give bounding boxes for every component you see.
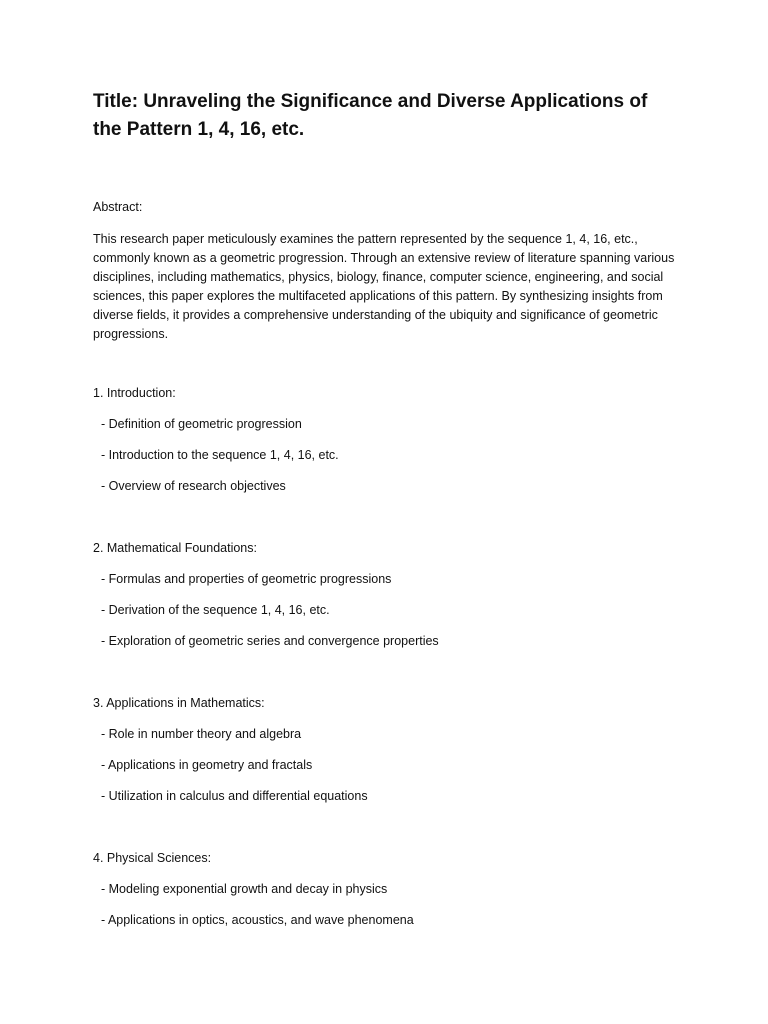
list-item: - Applications in geometry and fractals	[101, 758, 313, 772]
list-item: - Formulas and properties of geometric progressions	[101, 572, 392, 586]
list-item: - Definition of geometric progression	[101, 417, 302, 431]
abstract-heading: Abstract:	[93, 200, 143, 214]
section-heading: 3. Applications in Mathematics:	[93, 696, 265, 710]
abstract-body: This research paper meticulously examines the pattern represented by the sequence 1, 4, 16, etc., commonly known as a geometric progression. Through an extensive review of literature spanning various disciplines, including mathematics, physics, biology, finance, computer science, engineering, and social sciences, this paper explores the multifaceted applications of this pattern. By synthesizing insights from diverse fields, it provides a comprehensive understanding of the ubiquity and significance of geometric progressions.	[93, 232, 675, 341]
list-item: - Overview of research objectives	[101, 479, 286, 493]
section-heading: 2. Mathematical Foundations:	[93, 541, 257, 555]
list-item: - Utilization in calculus and differential equations	[101, 789, 368, 803]
section-heading: 4. Physical Sciences:	[93, 851, 212, 865]
list-item: - Introduction to the sequence 1, 4, 16, etc.	[101, 448, 339, 462]
list-item: - Modeling exponential growth and decay in physics	[101, 882, 388, 896]
list-item: - Role in number theory and algebra	[101, 727, 302, 741]
list-item: - Derivation of the sequence 1, 4, 16, etc.	[101, 603, 330, 617]
document-title: Title: Unraveling the Significance and Diverse Applications of the Pattern 1, 4, 16, etc.	[93, 91, 648, 140]
section-heading: 1. Introduction:	[93, 386, 176, 400]
list-item: - Applications in optics, acoustics, and wave phenomena	[101, 913, 414, 927]
list-item: - Exploration of geometric series and convergence properties	[101, 634, 439, 648]
